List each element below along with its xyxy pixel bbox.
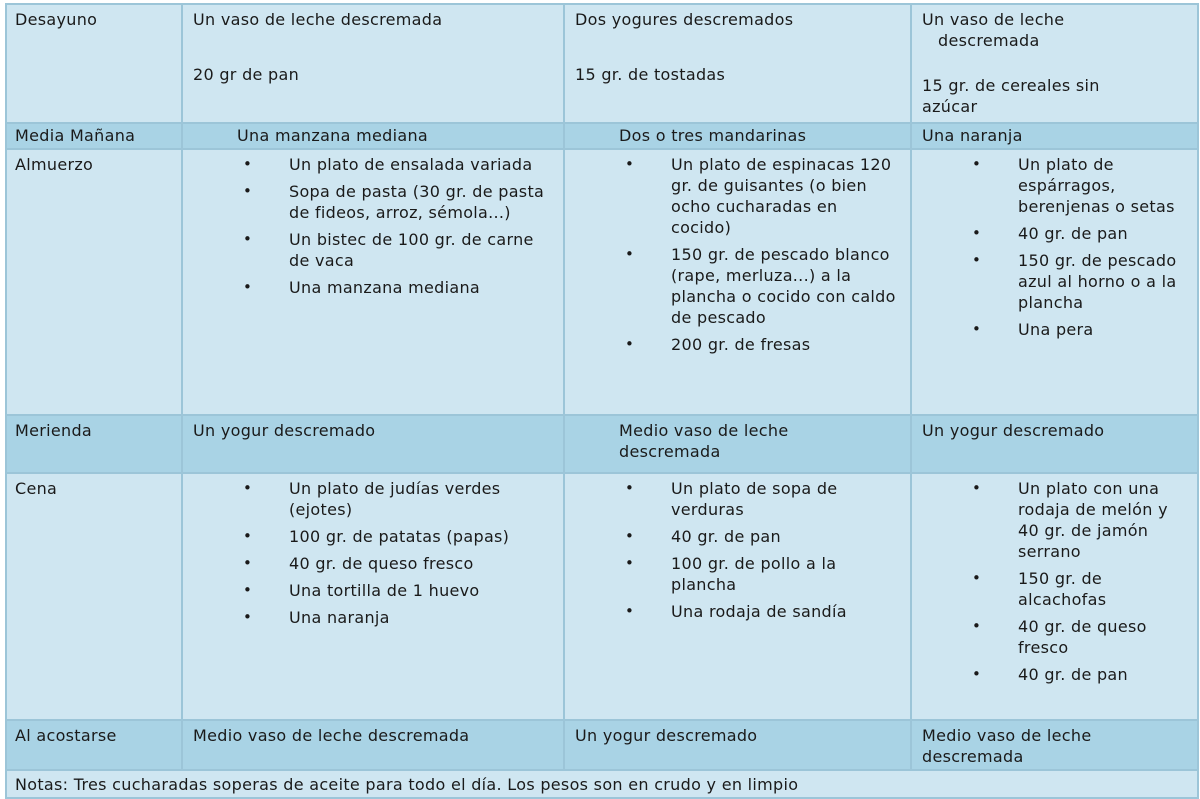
desayuno-option-2 xyxy=(564,4,911,123)
meal-label-media-manana: Media Mañana xyxy=(6,123,182,149)
meal-label-desayuno: Desayuno xyxy=(6,4,182,123)
list-item: • Una manzana mediana xyxy=(193,277,553,298)
list-item: • Sopa de pasta (30 gr. de pasta de fideos, arroz, sémola...) xyxy=(193,181,553,223)
list-item: • 100 gr. de patatas (papas) xyxy=(193,526,553,547)
merienda-option-1: Un yogur descremado xyxy=(182,415,564,473)
row-al-acostarse xyxy=(6,720,1198,770)
desayuno-option-3 xyxy=(911,4,1198,123)
list-item: • 40 gr. de pan xyxy=(922,223,1187,244)
row-cena xyxy=(6,473,1198,720)
list-item: • 100 gr. de pollo a la plancha xyxy=(575,553,900,595)
desayuno-option-1-item: 20 gr de pan xyxy=(193,65,300,84)
merienda-option-2: Medio vaso de leche descremada xyxy=(564,415,911,473)
meal-label-al-acostarse: Al acostarse xyxy=(6,720,182,770)
list-item: • Una rodaja de sandía xyxy=(575,601,900,622)
meal-label-cena: Cena xyxy=(6,473,182,720)
al-acostarse-option-3: Medio vaso de leche descremada xyxy=(911,720,1198,770)
al-acostarse-option-2: Un yogur descremado xyxy=(564,720,911,770)
list-item: • Un plato de ensalada variada xyxy=(193,154,553,175)
desayuno-option-3-item: azúcar xyxy=(922,97,978,116)
list-item: • 150 gr. de pescado azul al horno o a la plancha xyxy=(922,250,1187,313)
list-item: • 40 gr. de queso fresco xyxy=(193,553,553,574)
list-item: • 40 gr. de queso fresco xyxy=(922,616,1187,658)
list-item: • Un plato de judías verdes (ejotes) xyxy=(193,478,553,520)
desayuno-option-1 xyxy=(182,4,564,123)
row-media-manana xyxy=(6,123,1198,149)
list-item: • Un plato de espinacas 120 gr. de guisantes (o bien ocho cucharadas en cocido) xyxy=(575,154,900,238)
cena-option-1 xyxy=(182,473,564,720)
list-item: • Un plato con una rodaja de melón y 40 gr. de jamón serrano xyxy=(922,478,1187,562)
desayuno-option-2-item: 15 gr. de tostadas xyxy=(575,65,726,84)
meal-label-merienda: Merienda xyxy=(6,415,182,473)
list-item: • Una pera xyxy=(922,319,1187,340)
merienda-option-3: Un yogur descremado xyxy=(911,415,1198,473)
almuerzo-option-3 xyxy=(911,149,1198,415)
desayuno-option-3-item: Un vaso de leche xyxy=(922,10,1065,29)
list-item: • Un bistec de 100 gr. de carne de vaca xyxy=(193,229,553,271)
media-manana-option-1: Una manzana mediana xyxy=(182,123,564,149)
diet-menu-table xyxy=(5,3,1199,799)
meal-label-almuerzo: Almuerzo xyxy=(6,149,182,415)
list-item: • 40 gr. de pan xyxy=(575,526,900,547)
row-almuerzo xyxy=(6,149,1198,415)
list-item: • Un plato de espárragos, berenjenas o setas xyxy=(922,154,1187,217)
row-desayuno xyxy=(6,4,1198,123)
list-item: • Una naranja xyxy=(193,607,553,628)
al-acostarse-option-1: Medio vaso de leche descremada xyxy=(182,720,564,770)
list-item: • 200 gr. de fresas xyxy=(575,334,900,355)
almuerzo-option-2 xyxy=(564,149,911,415)
media-manana-option-2: Dos o tres mandarinas xyxy=(564,123,911,149)
list-item: • 150 gr. de pescado blanco (rape, merluza...) a la plancha o cocido con caldo de pescado xyxy=(575,244,900,328)
desayuno-option-1-item: Un vaso de leche descremada xyxy=(193,10,443,29)
list-item: • 150 gr. de alcachofas xyxy=(922,568,1187,610)
list-item: • Una tortilla de 1 huevo xyxy=(193,580,553,601)
media-manana-option-3: Una naranja xyxy=(911,123,1198,149)
desayuno-option-2-item: Dos yogures descremados xyxy=(575,10,794,29)
desayuno-option-3-item: descremada xyxy=(938,31,1040,50)
list-item: • Un plato de sopa de verduras xyxy=(575,478,900,520)
desayuno-option-3-item: 15 gr. de cereales sin xyxy=(922,76,1100,95)
notes-text: Notas: Tres cucharadas soperas de aceite para todo el día. Los pesos son en crudo y en limpio xyxy=(6,770,1198,798)
cena-option-3 xyxy=(911,473,1198,720)
row-notes xyxy=(6,770,1198,798)
list-item: • 40 gr. de pan xyxy=(922,664,1187,685)
row-merienda xyxy=(6,415,1198,473)
almuerzo-option-1 xyxy=(182,149,564,415)
cena-option-2 xyxy=(564,473,911,720)
